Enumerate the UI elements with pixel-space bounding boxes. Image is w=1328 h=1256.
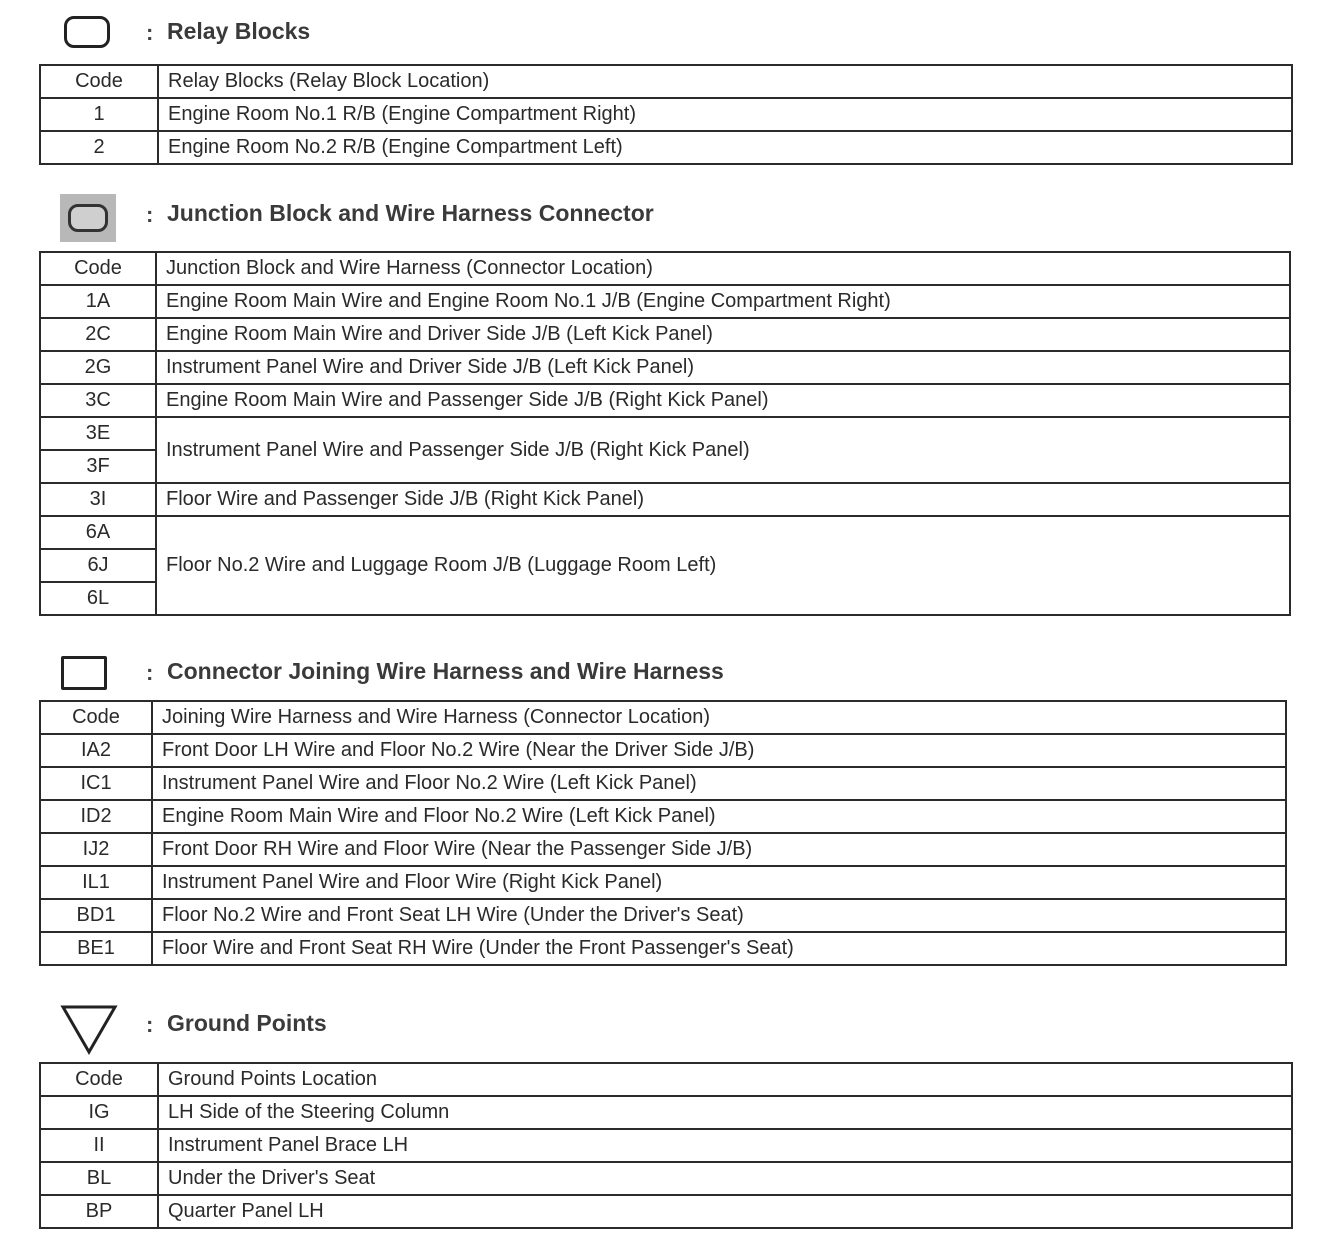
section-title: Relay Blocks bbox=[167, 18, 311, 44]
location-cell: Engine Room No.2 R/B (Engine Compartment Left) bbox=[158, 131, 1292, 164]
code-cell: 3C bbox=[40, 384, 156, 417]
code-cell: 3F bbox=[40, 450, 156, 483]
location-cell: Floor Wire and Front Seat RH Wire (Under the Front Passenger's Seat) bbox=[152, 932, 1286, 965]
table-row bbox=[40, 833, 1286, 866]
junction-block-table bbox=[39, 251, 1291, 616]
code-cell: IA2 bbox=[40, 734, 152, 767]
relay-blocks-table bbox=[39, 64, 1293, 165]
code-header: Code bbox=[40, 252, 156, 285]
code-cell: 3E bbox=[40, 417, 156, 450]
table-row bbox=[40, 734, 1286, 767]
table-header-row bbox=[40, 701, 1286, 734]
table-row bbox=[40, 1195, 1292, 1228]
table-row bbox=[40, 384, 1290, 417]
location-cell: Floor Wire and Passenger Side J/B (Right Kick Panel) bbox=[156, 483, 1290, 516]
section-title: Ground Points bbox=[167, 1010, 327, 1036]
code-cell: BD1 bbox=[40, 899, 152, 932]
code-cell: BP bbox=[40, 1195, 158, 1228]
code-header: Code bbox=[40, 65, 158, 98]
location-header: Joining Wire Harness and Wire Harness (Connector Location) bbox=[152, 701, 1286, 734]
code-cell: II bbox=[40, 1129, 158, 1162]
junction-block-heading bbox=[0, 194, 900, 234]
connector-heading bbox=[0, 652, 900, 692]
location-cell: Instrument Panel Wire and Floor Wire (Right Kick Panel) bbox=[152, 866, 1286, 899]
location-header: Junction Block and Wire Harness (Connector Location) bbox=[156, 252, 1290, 285]
table-row bbox=[40, 483, 1290, 516]
ground-points-heading bbox=[0, 1004, 700, 1044]
code-cell: IG bbox=[40, 1096, 158, 1129]
location-cell: Engine Room Main Wire and Driver Side J/B (Left Kick Panel) bbox=[156, 318, 1290, 351]
table-row bbox=[40, 932, 1286, 965]
location-cell: Under the Driver's Seat bbox=[158, 1162, 1292, 1195]
code-cell: BL bbox=[40, 1162, 158, 1195]
heading-colon: : bbox=[146, 20, 154, 45]
code-cell: 6A bbox=[40, 516, 156, 549]
code-cell: BE1 bbox=[40, 932, 152, 965]
heading-colon: : bbox=[146, 1012, 154, 1037]
location-cell: Engine Room Main Wire and Engine Room No.1 J/B (Engine Compartment Right) bbox=[156, 285, 1290, 318]
code-cell: 2G bbox=[40, 351, 156, 384]
location-cell: LH Side of the Steering Column bbox=[158, 1096, 1292, 1129]
code-cell: IJ2 bbox=[40, 833, 152, 866]
triangle-icon bbox=[60, 1004, 118, 1056]
code-cell: 2C bbox=[40, 318, 156, 351]
code-cell: 2 bbox=[40, 131, 158, 164]
location-cell: Instrument Panel Wire and Passenger Side J/B (Right Kick Panel) bbox=[156, 417, 1290, 483]
location-cell: Floor No.2 Wire and Front Seat LH Wire (Under the Driver's Seat) bbox=[152, 899, 1286, 932]
heading-colon: : bbox=[146, 660, 154, 685]
table-row bbox=[40, 131, 1292, 164]
table-row bbox=[40, 351, 1290, 384]
table-row bbox=[40, 1162, 1292, 1195]
table-row bbox=[40, 866, 1286, 899]
table-row bbox=[40, 98, 1292, 131]
connector-table bbox=[39, 700, 1287, 966]
table-row bbox=[40, 899, 1286, 932]
code-cell: 6J bbox=[40, 549, 156, 582]
code-cell: 3I bbox=[40, 483, 156, 516]
location-header: Relay Blocks (Relay Block Location) bbox=[158, 65, 1292, 98]
section-title: Connector Joining Wire Harness and Wire Harness bbox=[167, 658, 724, 684]
location-header: Ground Points Location bbox=[158, 1063, 1292, 1096]
location-cell: Engine Room Main Wire and Floor No.2 Wire (Left Kick Panel) bbox=[152, 800, 1286, 833]
rectangle-icon bbox=[61, 656, 107, 690]
table-row bbox=[40, 285, 1290, 318]
location-cell: Engine Room No.1 R/B (Engine Compartment Right) bbox=[158, 98, 1292, 131]
table-header-row bbox=[40, 1063, 1292, 1096]
location-cell: Engine Room Main Wire and Passenger Side J/B (Right Kick Panel) bbox=[156, 384, 1290, 417]
code-cell: 1 bbox=[40, 98, 158, 131]
heading-colon: : bbox=[146, 202, 154, 227]
table-row bbox=[40, 1096, 1292, 1129]
ground-points-table bbox=[39, 1062, 1293, 1229]
code-cell: IL1 bbox=[40, 866, 152, 899]
location-cell: Quarter Panel LH bbox=[158, 1195, 1292, 1228]
table-row bbox=[40, 767, 1286, 800]
code-cell: 6L bbox=[40, 582, 156, 615]
table-row bbox=[40, 1129, 1292, 1162]
shaded-rounded-rectangle-icon bbox=[60, 194, 116, 242]
location-cell: Instrument Panel Wire and Driver Side J/B (Left Kick Panel) bbox=[156, 351, 1290, 384]
location-cell: Front Door LH Wire and Floor No.2 Wire (Near the Driver Side J/B) bbox=[152, 734, 1286, 767]
rounded-rectangle-icon bbox=[64, 16, 110, 48]
location-cell: Instrument Panel Wire and Floor No.2 Wire (Left Kick Panel) bbox=[152, 767, 1286, 800]
code-cell: ID2 bbox=[40, 800, 152, 833]
code-cell: 1A bbox=[40, 285, 156, 318]
section-title: Junction Block and Wire Harness Connector bbox=[167, 200, 654, 226]
table-row bbox=[40, 800, 1286, 833]
table-row bbox=[40, 318, 1290, 351]
code-cell: IC1 bbox=[40, 767, 152, 800]
code-header: Code bbox=[40, 1063, 158, 1096]
table-row bbox=[40, 417, 1290, 450]
location-cell: Front Door RH Wire and Floor Wire (Near the Passenger Side J/B) bbox=[152, 833, 1286, 866]
relay-blocks-heading bbox=[0, 12, 700, 52]
code-header: Code bbox=[40, 701, 152, 734]
table-header-row bbox=[40, 252, 1290, 285]
table-row bbox=[40, 516, 1290, 549]
table-header-row bbox=[40, 65, 1292, 98]
location-cell: Floor No.2 Wire and Luggage Room J/B (Luggage Room Left) bbox=[156, 516, 1290, 615]
location-cell: Instrument Panel Brace LH bbox=[158, 1129, 1292, 1162]
